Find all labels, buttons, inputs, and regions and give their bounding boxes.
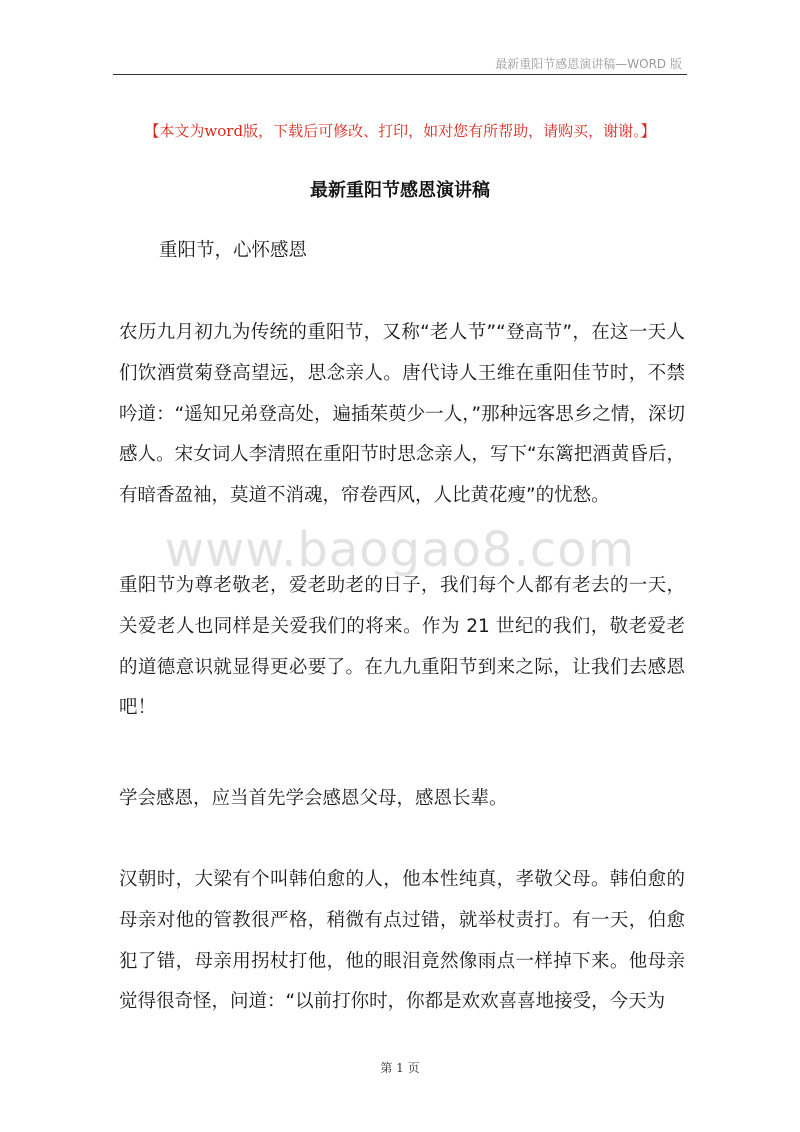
page-number: 第 1 页 [380, 1061, 420, 1075]
paragraph: 汉朝时，大梁有个叫韩伯愈的人，他本性纯真，孝敬父母。韩伯愈的母亲对他的管教很严格，稍微有点过错，就举杖责打。有一天，伯愈犯了错，母亲用拐杖打他，他的眼泪竟然像雨点一样掉下来。他母亲觉得很奇怪，问道：“以前打你时，你都是欢欢喜喜地接受，今天为 [119, 869, 685, 1013]
watermark: www.baogao8.com [164, 522, 636, 578]
paragraph: 重阳节为尊老敬老，爱老助老的日子，我们每个人都有老去的一天，关爱老人也同样是关爱我们的将来。作为 21 世纪的我们，敬老爱老的道德意识就显得更必要了。在九九重阳节到来之际，让我们去感恩吧！ [119, 575, 685, 719]
header-divider [113, 74, 687, 75]
running-header: 最新重阳节感恩演讲稿—WORD 版 [495, 57, 682, 71]
purchase-notice: 【本文为word版，下载后可修改、打印，如对您有所帮助，请购买，谢谢。】 [144, 122, 656, 140]
document-subtitle: 重阳节，心怀感恩 [159, 240, 308, 261]
paragraph: 学会感恩，应当首先学会感恩父母，感恩长辈。 [119, 788, 508, 809]
paragraph: 农历九月初九为传统的重阳节，又称“老人节”“登高节”，在这一天人们饮酒赏菊登高望远，思念亲人。唐代诗人王维在重阳佳节时，不禁吟道：“遥知兄弟登高处，遍插茱萸少一人，”那种远客思乡之情，深切感人。宋女词人李清照在重阳节时思念亲人，写下“东篱把酒黄昏后，有暗香盈袖，莫道不消魂，帘卷西风，人比黄花瘦”的忧愁。 [119, 322, 685, 507]
document-title: 最新重阳节感恩演讲稿 [310, 180, 490, 201]
